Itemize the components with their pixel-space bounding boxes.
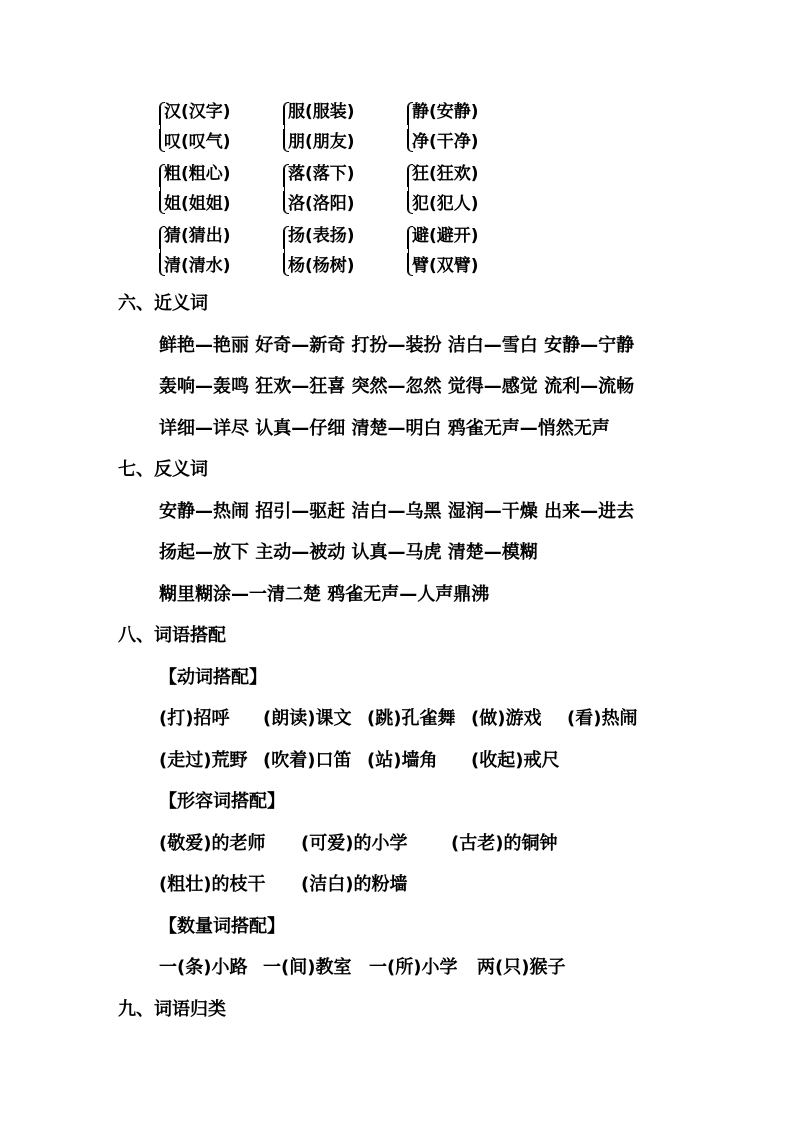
group-word: 姐(姐姐) xyxy=(164,194,231,214)
phrase: (站)墙角 xyxy=(367,750,438,771)
group-word: 狂(狂欢) xyxy=(412,164,479,184)
group-word: 猜(猜出) xyxy=(164,226,231,246)
quantifier-collocation-title: 【数量词搭配】 xyxy=(159,916,285,937)
section-heading-synonyms: 六、近义词 xyxy=(118,293,208,314)
char-group xyxy=(408,160,532,218)
group-word: 清(清水) xyxy=(164,256,231,276)
phrase: (吹着)口笛 xyxy=(263,750,352,771)
adjective-collocation-title: 【形容词搭配】 xyxy=(159,791,285,812)
group-word: 服(服装) xyxy=(288,102,355,122)
group-row-1 xyxy=(160,98,532,160)
group-word: 避(避开) xyxy=(412,226,479,246)
phrase: 一(间)教室 xyxy=(263,957,352,978)
quantifier-row xyxy=(159,956,565,980)
phrase: (敬爱)的老师 xyxy=(159,833,266,854)
group-word: 粗(粗心) xyxy=(164,164,231,184)
char-group xyxy=(160,98,284,156)
phrase: (粗壮)的枝干 xyxy=(159,874,266,895)
group-word: 洛(洛阳) xyxy=(288,194,355,214)
group-word: 犯(犯人) xyxy=(412,194,479,214)
character-groups xyxy=(160,98,532,284)
section-heading-classification: 九、词语归类 xyxy=(118,999,226,1020)
char-group xyxy=(160,222,284,280)
group-word: 落(落下) xyxy=(288,164,355,184)
phrase: (看)热闹 xyxy=(567,708,638,729)
antonym-line: 扬起—放下 主动—被动 认真—马虎 清楚—模糊 xyxy=(159,542,538,563)
phrase: (打)招呼 xyxy=(159,708,230,729)
char-group xyxy=(408,98,532,156)
adjective-row xyxy=(159,873,407,897)
synonym-line: 详细—详尽 认真—仔细 清楚—明白 鸦雀无声—悄然无声 xyxy=(159,418,610,439)
phrase: (可爱)的小学 xyxy=(301,833,408,854)
group-word: 杨(杨树) xyxy=(288,256,355,276)
phrase: 两(只)猴子 xyxy=(477,957,566,978)
char-group xyxy=(160,160,284,218)
verb-collocation-title: 【动词搭配】 xyxy=(159,667,267,688)
phrase: (跳)孔雀舞 xyxy=(367,708,456,729)
group-word: 静(安静) xyxy=(412,102,479,122)
phrase: (走过)荒野 xyxy=(159,750,248,771)
phrase: 一(所)小学 xyxy=(369,957,458,978)
group-row-3 xyxy=(160,222,532,284)
phrase: (洁白)的粉墙 xyxy=(301,874,408,895)
phrase: (做)游戏 xyxy=(471,708,542,729)
phrase: (收起)戒尺 xyxy=(471,750,560,771)
char-group xyxy=(284,222,408,280)
group-word: 扬(表扬) xyxy=(288,226,355,246)
group-word: 臂(双臂) xyxy=(412,256,479,276)
section-heading-antonyms: 七、反义词 xyxy=(118,459,208,480)
group-word: 叹(叹气) xyxy=(164,132,231,152)
group-word: 汉(汉字) xyxy=(164,102,231,122)
group-row-2 xyxy=(160,160,532,222)
phrase: 一(条)小路 xyxy=(159,957,248,978)
section-heading-collocation: 八、词语搭配 xyxy=(118,625,226,646)
group-word: 朋(朋友) xyxy=(288,132,355,152)
phrase: (古老)的铜钟 xyxy=(451,833,558,854)
char-group xyxy=(284,98,408,156)
antonym-line: 糊里糊涂—一清二楚 鸦雀无声—人声鼎沸 xyxy=(159,584,490,605)
verb-row xyxy=(159,707,637,731)
adjective-row xyxy=(159,832,557,856)
verb-row xyxy=(159,749,559,773)
synonym-line: 鲜艳—艳丽 好奇—新奇 打扮—装扮 洁白—雪白 安静—宁静 xyxy=(159,335,635,356)
group-word: 净(干净) xyxy=(412,132,479,152)
synonym-line: 轰响—轰鸣 狂欢—狂喜 突然—忽然 觉得—感觉 流利—流畅 xyxy=(159,376,635,397)
char-group xyxy=(284,160,408,218)
antonym-line: 安静—热闹 招引—驱赶 洁白—乌黑 湿润—干燥 出来—进去 xyxy=(159,501,635,522)
char-group xyxy=(408,222,532,280)
phrase: (朗读)课文 xyxy=(263,708,352,729)
